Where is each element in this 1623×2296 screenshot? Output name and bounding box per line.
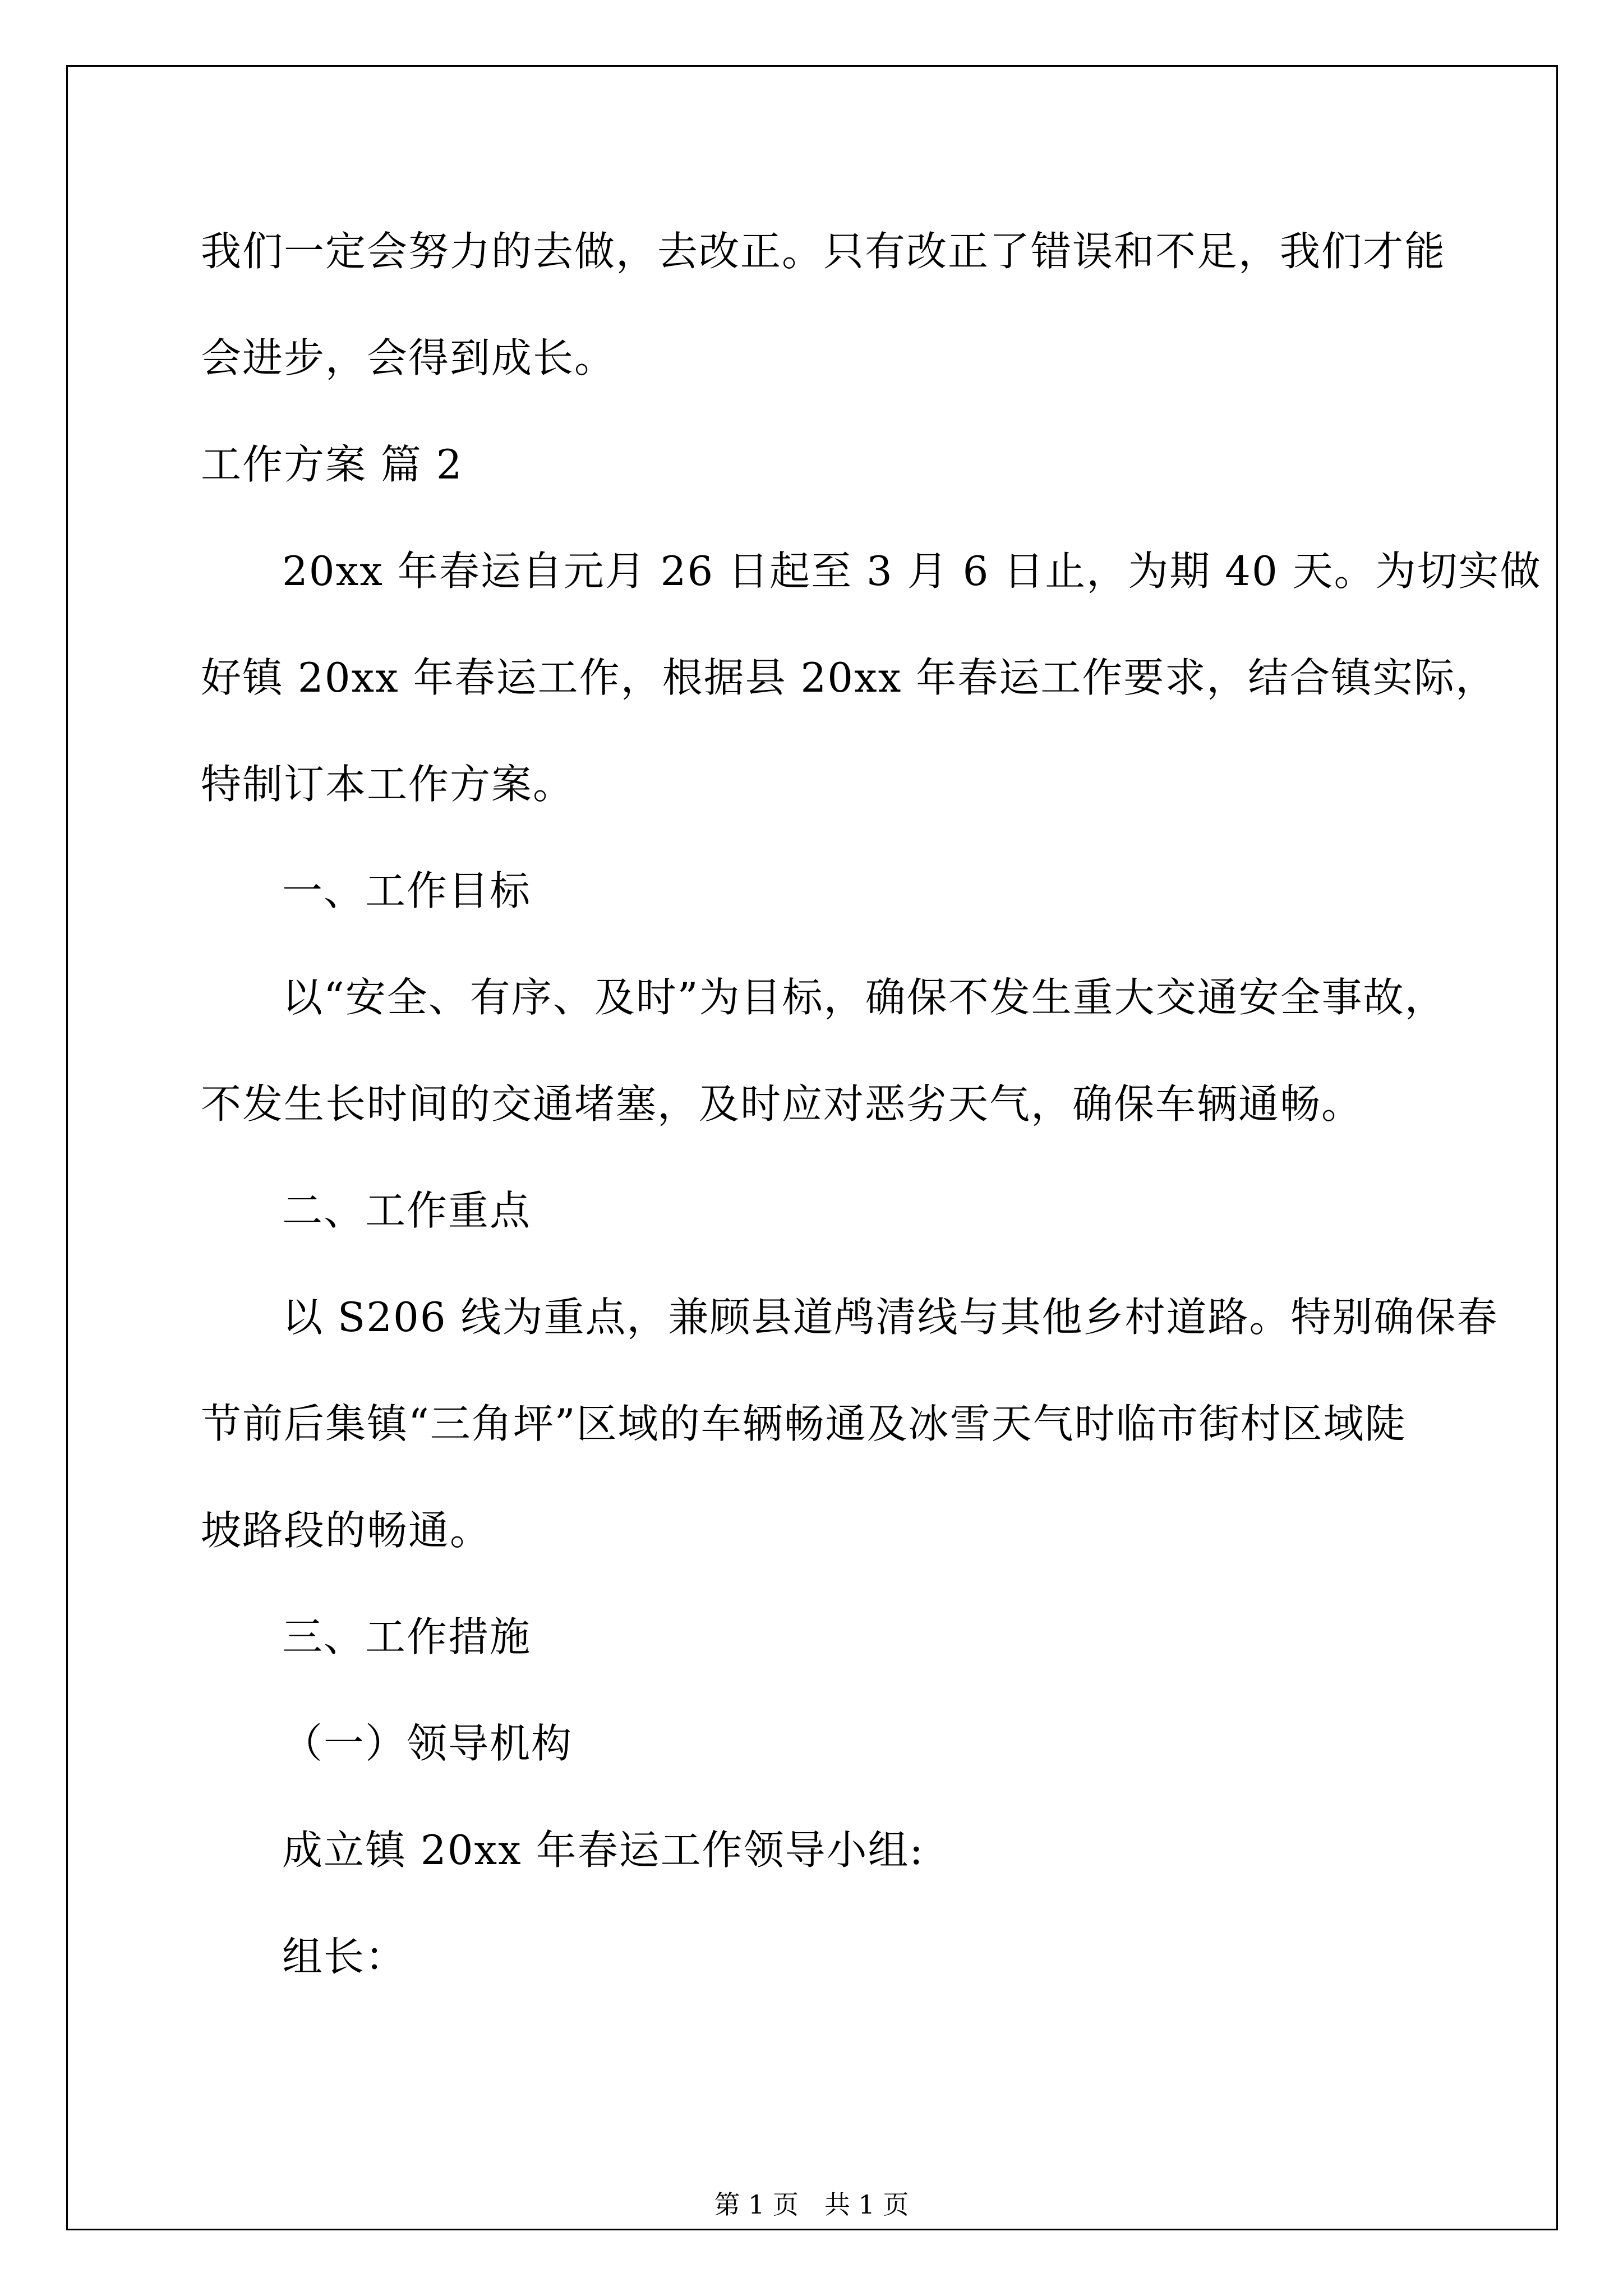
paragraph-line: 我们一定会努力的去做，去改正。只有改正了错误和不足，我们才能 <box>201 228 1446 275</box>
section-heading: 工作方案 篇 2 <box>201 441 463 488</box>
paragraph-line: 会进步，会得到成长。 <box>201 334 616 381</box>
paragraph-line: 20xx 年春运自元月 26 日起至 3 月 6 日止，为期 40 天。为切实做 <box>282 547 1542 595</box>
subheading: 二、工作重点 <box>282 1187 532 1234</box>
page-footer: 第 1 页 共 1 页 <box>714 2189 909 2220</box>
subheading: （一）领导机构 <box>282 1720 573 1767</box>
paragraph-line: 成立镇 20xx 年春运工作领导小组: <box>282 1826 924 1874</box>
paragraph-line: 节前后集镇“三角坪”区域的车辆畅通及冰雪天气时临市街村区域陡 <box>201 1400 1407 1447</box>
paragraph-line: 组长： <box>282 1933 407 1980</box>
paragraph-line: 以“安全、有序、及时”为目标，确保不发生重大交通安全事故， <box>282 974 1446 1021</box>
subheading: 一、工作目标 <box>282 867 532 914</box>
page-border <box>66 65 1558 2230</box>
paragraph-line: 好镇 20xx 年春运工作，根据县 20xx 年春运工作要求，结合镇实际， <box>201 654 1497 701</box>
subheading: 三、工作措施 <box>282 1613 532 1660</box>
paragraph-line: 特制订本工作方案。 <box>201 761 575 808</box>
paragraph-line: 以 S206 线为重点，兼顾县道鸬清线与其他乡村道路。特别确保春 <box>282 1294 1498 1341</box>
paragraph-line: 不发生长时间的交通堵塞，及时应对恶劣天气，确保车辆通畅。 <box>201 1080 1363 1128</box>
paragraph-line: 坡路段的畅通。 <box>201 1507 492 1554</box>
